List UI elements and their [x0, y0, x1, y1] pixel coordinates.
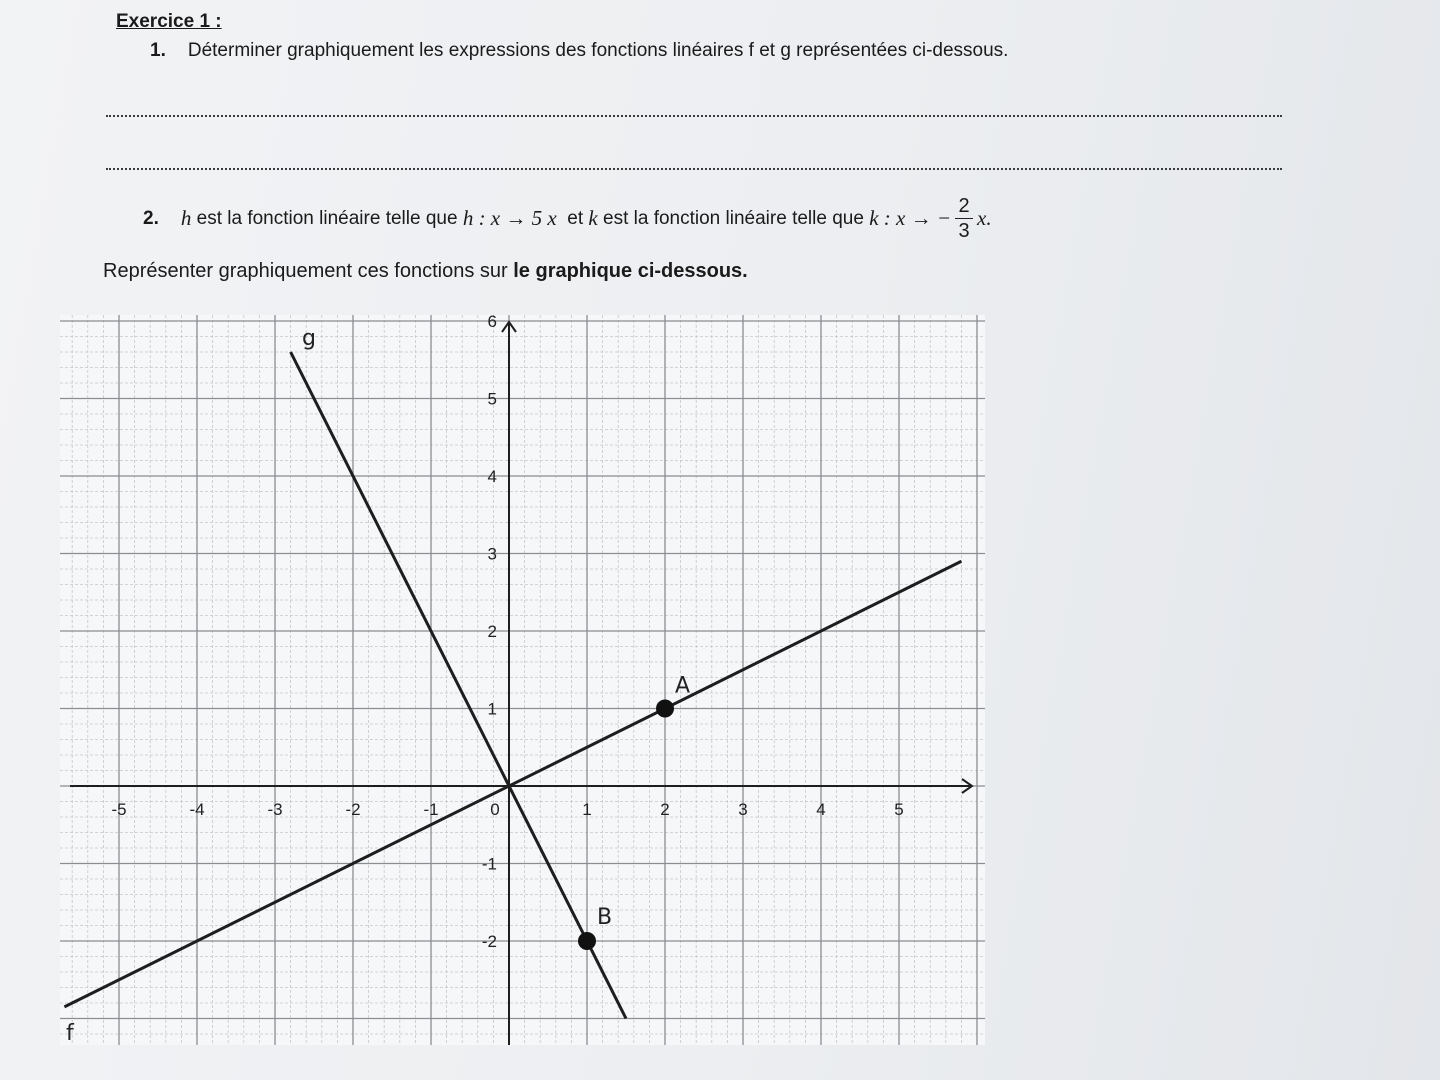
x-tick-label: -4 [189, 800, 205, 819]
k-fraction-denominator: 3 [958, 220, 970, 242]
point-label-B: B [597, 905, 613, 930]
x-tick-label: 4 [816, 800, 826, 819]
point-label-A: A [675, 673, 691, 699]
question-2-part3: est la fonction linéaire telle que [603, 207, 864, 229]
graph-paper [60, 315, 985, 1045]
question-2-number: 2. [143, 207, 159, 229]
line-label-f: f [66, 1021, 74, 1046]
k-fraction-numerator: 2 [958, 195, 970, 217]
y-tick-label: 5 [487, 389, 497, 409]
question-2-part2: et [567, 207, 584, 229]
question-1 [150, 40, 1008, 62]
x-tick-label: -3 [267, 800, 283, 819]
k-definition-tail: x. [977, 206, 992, 230]
y-tick-label: 6 [487, 312, 497, 331]
x-tick-label: -1 [423, 800, 439, 819]
x-tick-label: 5 [894, 800, 904, 819]
y-tick-label: -1 [481, 854, 497, 874]
point-B [578, 932, 596, 950]
function-graph [0, 300, 1000, 1060]
exercise-title: Exercice 1 : [116, 11, 222, 32]
point-A [656, 700, 674, 718]
k-name: k [588, 206, 598, 230]
question-2-part1: est la fonction linéaire telle que [196, 207, 458, 229]
question-3 [103, 260, 748, 283]
answer-line-1 [106, 115, 1282, 117]
x-tick-label: 0 [490, 800, 500, 819]
question-2 [143, 196, 992, 241]
y-tick-label: -2 [481, 932, 497, 951]
x-tick-label: 3 [738, 800, 748, 819]
y-tick-label: 2 [487, 622, 497, 641]
x-tick-label: -2 [345, 800, 361, 819]
k-fraction-bar [955, 218, 973, 219]
x-tick-label: 1 [582, 800, 592, 819]
question-3-text: Représenter graphiquement ces fonctions sur [103, 260, 508, 282]
y-tick-label: 1 [487, 699, 497, 719]
line-label-g: g [302, 326, 316, 351]
question-1-text: Déterminer graphiquement les expressions des fonctions linéaires f et g représentées ci-dessous. [187, 40, 1009, 61]
x-tick-label: 2 [660, 800, 670, 819]
k-fraction [955, 196, 973, 241]
question-3-bold: le graphique ci-dessous. [513, 260, 748, 282]
y-tick-label: 3 [487, 544, 497, 564]
question-1-number: 1. [150, 40, 166, 61]
h-name: h [180, 206, 192, 230]
answer-line-2 [106, 168, 1282, 170]
y-tick-label: 4 [487, 467, 497, 486]
h-definition: h : x → 5 x [462, 206, 557, 230]
x-tick-label: -5 [111, 800, 127, 819]
k-definition: k : x → − [869, 206, 951, 230]
